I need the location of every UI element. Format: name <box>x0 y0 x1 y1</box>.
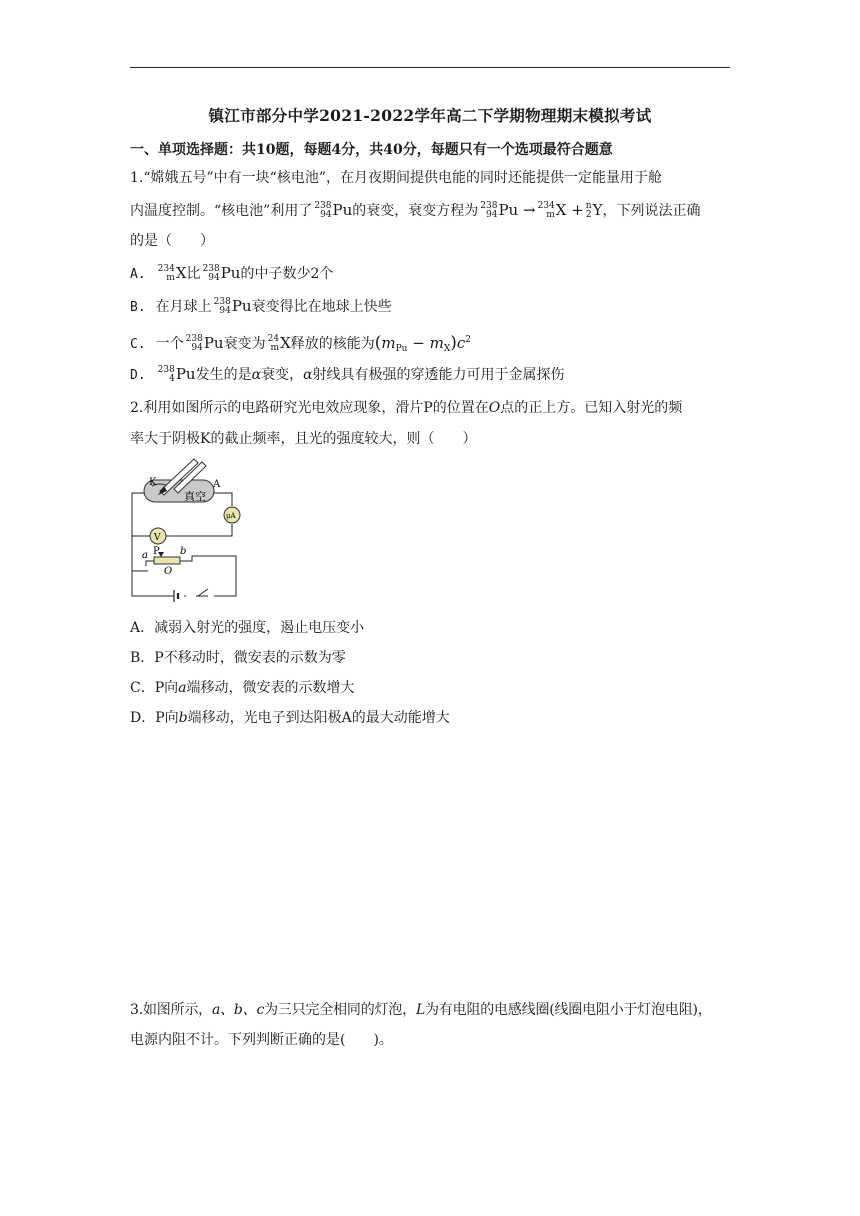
q1-option-d: D. 238 4 Pu发生的是α衰变，α射线具有极强的穿透能力可用于金属探伤 <box>130 365 565 384</box>
svg-text:P: P <box>153 546 160 557</box>
svg-text:a: a <box>142 550 148 561</box>
section-heading: 一、单项选择题：共10题，每题4分，共40分，每题只有一个选项最符合题意 <box>130 142 613 158</box>
pu-isotope: 238 94 <box>314 201 332 220</box>
page-title: 镇江市部分中学2021-2022学年高二下学期物理期末模拟考试 <box>208 106 652 125</box>
q1-option-a: A. 234 m X比 238 94 Pu的中子数少2个 <box>130 264 334 283</box>
q1-stem-line1: 1.“嫦娥五号”中有一块“核电池”，在月夜期间提供电能的同时还能提供一定能量用于舱 <box>130 170 662 186</box>
svg-text:μA: μA <box>226 512 236 520</box>
q2-option-d: D．P向b端移动，光电子到达阳极A的最大动能增大 <box>130 710 450 726</box>
q3-stem-line1: 3.如图所示，a、b、c为三只完全相同的灯泡，L为有电阻的电感线圈(线圈电阻小于灯泡电阻)， <box>130 1002 712 1018</box>
q1-option-c: C. 一个 238 94 Pu衰变为 24 m X释放的核能为$(m_{Pu} - m_X)c^2$ <box>130 333 472 354</box>
rheostat <box>154 557 180 564</box>
switch-icon <box>198 589 208 596</box>
q2-option-c: C．P向a端移动，微安表的示数增大 <box>130 680 355 696</box>
q2-stem-line2: 率大于阴极K的截止频率，且光的强度较大，则（ ） <box>130 431 477 447</box>
q3-stem-line2: 电源内阻不计。下列判断正确的是( )。 <box>130 1032 393 1048</box>
q1-stem-line2: 内温度控制。“核电池”利用了 238 94 Pu的衰变，衰变方程为 238 94 Pu → 234 m X + n 2 Y，下列说法正确 <box>130 201 701 220</box>
label-vacuum: 真空 <box>184 490 206 503</box>
header-rule <box>130 67 730 68</box>
q1-stem-line3: 的是（ ） <box>130 233 214 249</box>
label-anode: A <box>213 479 221 490</box>
label-cathode: K <box>149 477 157 488</box>
arrow-icon: → <box>518 201 536 219</box>
svg-text:V: V <box>154 533 161 543</box>
q2-option-b: B．P不移动时，微安表的示数为零 <box>130 650 346 666</box>
svg-text:b: b <box>180 546 187 557</box>
circuit-diagram <box>124 458 254 608</box>
q2-option-a: A．减弱入射光的强度，遏止电压变小 <box>130 620 365 636</box>
q1-option-b: B. 在月球上 238 94 Pu衰变得比在地球上快些 <box>130 297 392 316</box>
q2-stem-line1: 2.利用如图所示的电路研究光电效应现象，滑片P的位置在O点的正上方。已知入射光的频 <box>130 400 683 416</box>
svg-text:O: O <box>164 566 173 577</box>
